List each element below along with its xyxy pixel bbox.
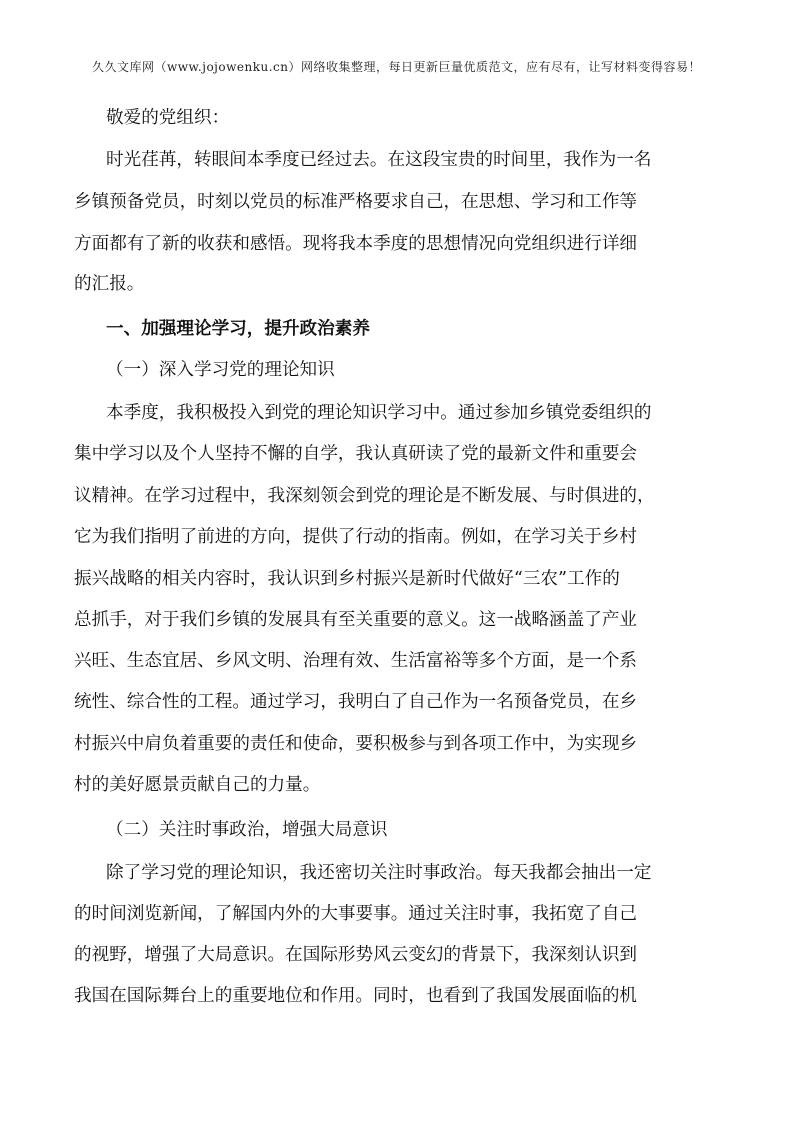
body-line: 村振兴中肩负着重要的责任和使命，要积极参与到各项工作中，为实现乡 — [74, 734, 638, 754]
intro-line: 方面都有了新的收获和感悟。现将我本季度的思想情况向党组织进行详细 — [74, 234, 638, 254]
body-line: 本季度，我积极投入到党的理论知识学习中。通过参加乡镇党委组织的 — [106, 403, 652, 423]
site-banner: 久久文库网（www.jojowenku.cn）网络收集整理，每日更新巨量优质范文，应有尽有，让写材料变得容易！ — [92, 60, 701, 74]
body-line: 统性、综合性的工程。通过学习，我明白了自己作为一名预备党员，在乡 — [74, 692, 638, 712]
body-line: 它为我们指明了前进的方向，提供了行动的指南。例如，在学习关于乡村 — [74, 527, 638, 547]
body-line: 集中学习以及个人坚持不懈的自学，我认真研读了党的最新文件和重要会 — [74, 444, 638, 464]
body-line: 总抓手，对于我们乡镇的发展具有至关重要的意义。这一战略涵盖了产业 — [74, 610, 638, 630]
section-heading: 一、加强理论学习，提升政治素养 — [106, 318, 370, 339]
subsection-heading: （二）关注时事政治，增强大局意识 — [106, 820, 388, 840]
body-line: 村的美好愿景贡献自己的力量。 — [74, 775, 321, 795]
body-line: 我国在国际舞台上的重要地位和作用。同时，也看到了我国发展面临的机 — [74, 986, 638, 1006]
intro-line: 时光荏苒，转眼间本季度已经过去。在这段宝贵的时间里，我作为一名 — [106, 150, 652, 170]
salutation: 敬爱的党组织： — [106, 108, 230, 128]
body-line: 议精神。在学习过程中，我深刻领会到党的理论是不断发展、与时俱进的， — [74, 486, 655, 506]
body-line: 振兴战略的相关内容时，我认识到乡村振兴是新时代做好“三农”工作的 — [74, 569, 620, 589]
intro-line: 乡镇预备党员，时刻以党员的标准严格要求自己，在思想、学习和工作等 — [74, 192, 638, 212]
body-line: 的时间浏览新闻，了解国内外的大事要事。通过关注时事，我拓宽了自己 — [74, 904, 638, 924]
intro-line: 的汇报。 — [74, 274, 145, 294]
body-line: 除了学习党的理论知识，我还密切关注时事政治。每天我都会抽出一定 — [106, 863, 652, 883]
body-line: 的视野，增强了大局意识。在国际形势风云变幻的背景下，我深刻认识到 — [74, 945, 638, 965]
body-line: 兴旺、生态宜居、乡风文明、治理有效、生活富裕等多个方面，是一个系 — [74, 651, 638, 671]
subsection-heading: （一）深入学习党的理论知识 — [106, 360, 335, 380]
